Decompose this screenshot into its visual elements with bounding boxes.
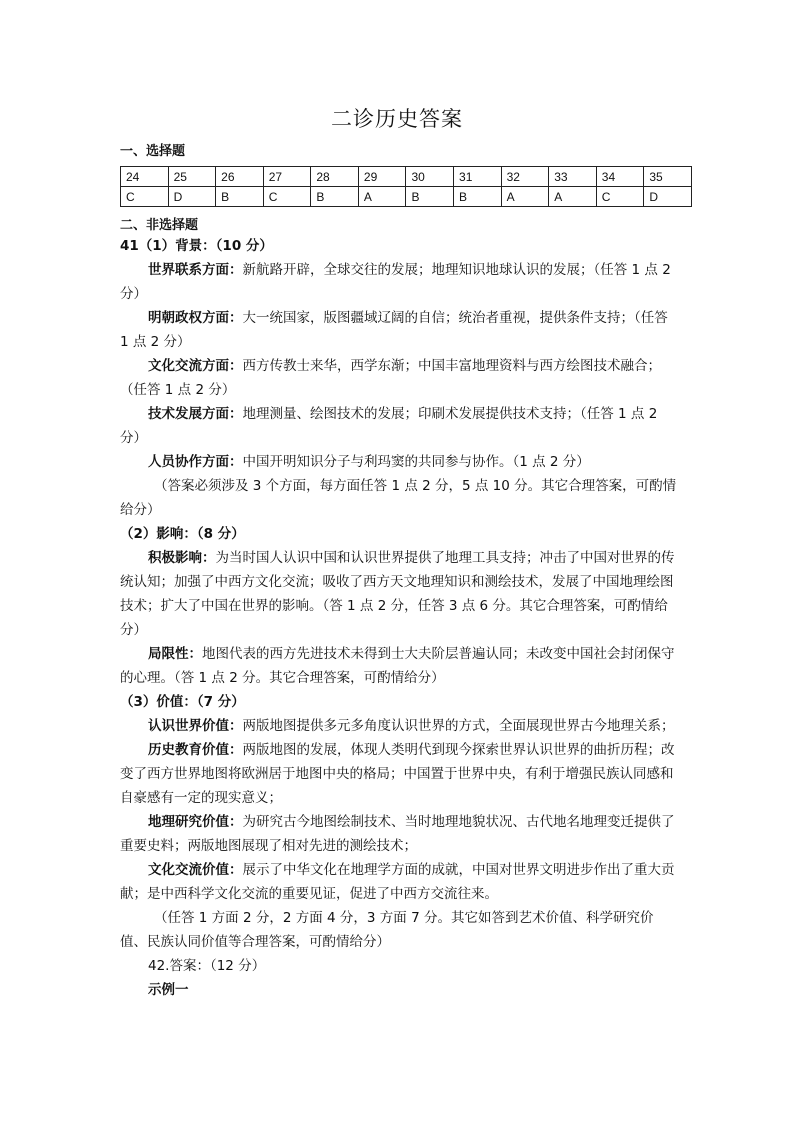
q41-item-history-education-value	[120, 738, 678, 810]
item-label: 世界联系方面：	[148, 262, 243, 278]
answer-cell: C	[596, 187, 644, 207]
q41-part3-note: （任答 1 方面 2 分，2 方面 4 分，3 方面 7 分。其它如答到艺术价值、科学研究价值、民族认同价值等合理答案，可酌情给分）	[120, 910, 654, 950]
answer-cell: A	[358, 187, 406, 207]
q41-item-geography-research-value	[120, 810, 678, 858]
item-text: 中国开明知识分子与利玛窦的共同参与协作。（1 点 2 分）	[242, 454, 590, 470]
q41-item-technology	[120, 402, 678, 450]
question-number-cell: 28	[311, 167, 359, 187]
answer-cell: D	[168, 187, 216, 207]
answer-table-number-row	[121, 167, 692, 187]
answer-cell: B	[311, 187, 359, 207]
question-number-cell: 32	[501, 167, 549, 187]
question-number-cell: 27	[263, 167, 311, 187]
q41-item-cultural-exchange-value	[120, 858, 678, 906]
item-text: 大一统国家，版图疆域辽阔的自信；统治者重视，提供条件支持；（任答 1 点 2 分）	[120, 310, 668, 350]
item-label: 明朝政权方面：	[148, 310, 243, 326]
answer-cell: B	[406, 187, 454, 207]
q42-heading: 42.答案：（12 分）	[148, 958, 266, 974]
section-nonchoice-heading: 二、非选择题	[120, 218, 199, 233]
q41-part1-heading: 41（1）背景：（10 分）	[120, 238, 273, 254]
q41-item-limitation	[120, 642, 678, 690]
question-number-cell: 34	[596, 167, 644, 187]
q41-item-world-value	[120, 714, 678, 738]
item-label: 局限性：	[148, 646, 202, 662]
q41-part2-heading: （2）影响：（8 分）	[120, 526, 245, 542]
answer-cell: D	[644, 187, 692, 207]
item-label: 认识世界价值：	[148, 718, 243, 734]
item-label: 历史教育价值：	[148, 742, 243, 758]
section-choice-heading: 一、选择题	[120, 144, 186, 159]
question-number-cell: 31	[454, 167, 502, 187]
q41-item-ming-regime	[120, 306, 678, 354]
item-label: 积极影响：	[148, 550, 216, 566]
answer-cell: B	[216, 187, 264, 207]
q41-block	[120, 234, 678, 1002]
answer-table-answer-row	[121, 187, 692, 207]
item-text: 为当时国人认识中国和认识世界提供了地理工具支持；冲击了中国对世界的传统认知；加强了中西方文化交流；吸收了西方天文地理知识和测绘技术，发展了中国地理绘图技术；扩大了中国在世界的影响。（答 1 点 2 分，任答 3 点 6 分。其它合理答案，可酌情给分）	[120, 550, 675, 638]
answer-cell: C	[263, 187, 311, 207]
question-number-cell: 33	[549, 167, 597, 187]
item-text: 展示了中华文化在地理学方面的成就，中国对世界文明进步作出了重大贡献；是中西科学文化交流的重要见证，促进了中西方交流往来。	[120, 862, 675, 902]
q41-part3-heading: （3）价值：（7 分）	[120, 694, 245, 710]
item-text: 西方传教士来华，西学东渐；中国丰富地理资料与西方绘图技术融合；（任答 1 点 2 分）	[120, 358, 661, 398]
q41-item-collaboration	[120, 450, 678, 474]
q41-item-positive-impact	[120, 546, 678, 642]
item-text: 两版地图的发展，体现人类明代到现今探索世界认识世界的曲折历程；改变了西方世界地图将欧洲居于地图中央的格局；中国置于世界中央，有利于增强民族认同感和自豪感有一定的现实意义；	[120, 742, 675, 806]
question-number-cell: 26	[216, 167, 264, 187]
question-number-cell: 24	[121, 167, 169, 187]
question-number-cell: 30	[406, 167, 454, 187]
item-text: 地理测量、绘图技术的发展；印刷术发展提供技术支持；（任答 1 点 2 分）	[120, 406, 658, 446]
q42-example-label: 示例一	[148, 982, 189, 998]
answer-cell: A	[549, 187, 597, 207]
answer-cell: B	[454, 187, 502, 207]
item-text: 新航路开辟，全球交往的发展；地理知识地球认识的发展；（任答 1 点 2 分）	[120, 262, 671, 302]
question-number-cell: 29	[358, 167, 406, 187]
item-label: 地理研究价值：	[148, 814, 243, 830]
page-title: 二诊历史答案	[331, 107, 463, 131]
answer-cell: A	[501, 187, 549, 207]
item-text: 两版地图提供多元多角度认识世界的方式，全面展现世界古今地理关系；	[242, 718, 675, 734]
answer-table	[120, 166, 692, 207]
item-text: 为研究古今地图绘制技术、当时地理地貌状况、古代地名地理变迁提供了重要史料；两版地图展现了相对先进的测绘技术；	[120, 814, 675, 854]
q41-item-cultural-exchange	[120, 354, 678, 402]
item-label: 技术发展方面：	[148, 406, 243, 422]
question-number-cell: 35	[644, 167, 692, 187]
item-label: 文化交流价值：	[148, 862, 243, 878]
q41-part1-note: （答案必须涉及 3 个方面，每方面任答 1 点 2 分，5 点 10 分。其它合理答案，可酌情给分）	[120, 478, 677, 518]
item-label: 人员协作方面：	[148, 454, 243, 470]
q41-item-world-connection	[120, 258, 678, 306]
item-text: 地图代表的西方先进技术未得到士大夫阶层普遍认同；未改变中国社会封闭保守的心理。（答 1 点 2 分。其它合理答案，可酌情给分）	[120, 646, 675, 686]
answer-cell: C	[121, 187, 169, 207]
question-number-cell: 25	[168, 167, 216, 187]
item-label: 文化交流方面：	[148, 358, 243, 374]
